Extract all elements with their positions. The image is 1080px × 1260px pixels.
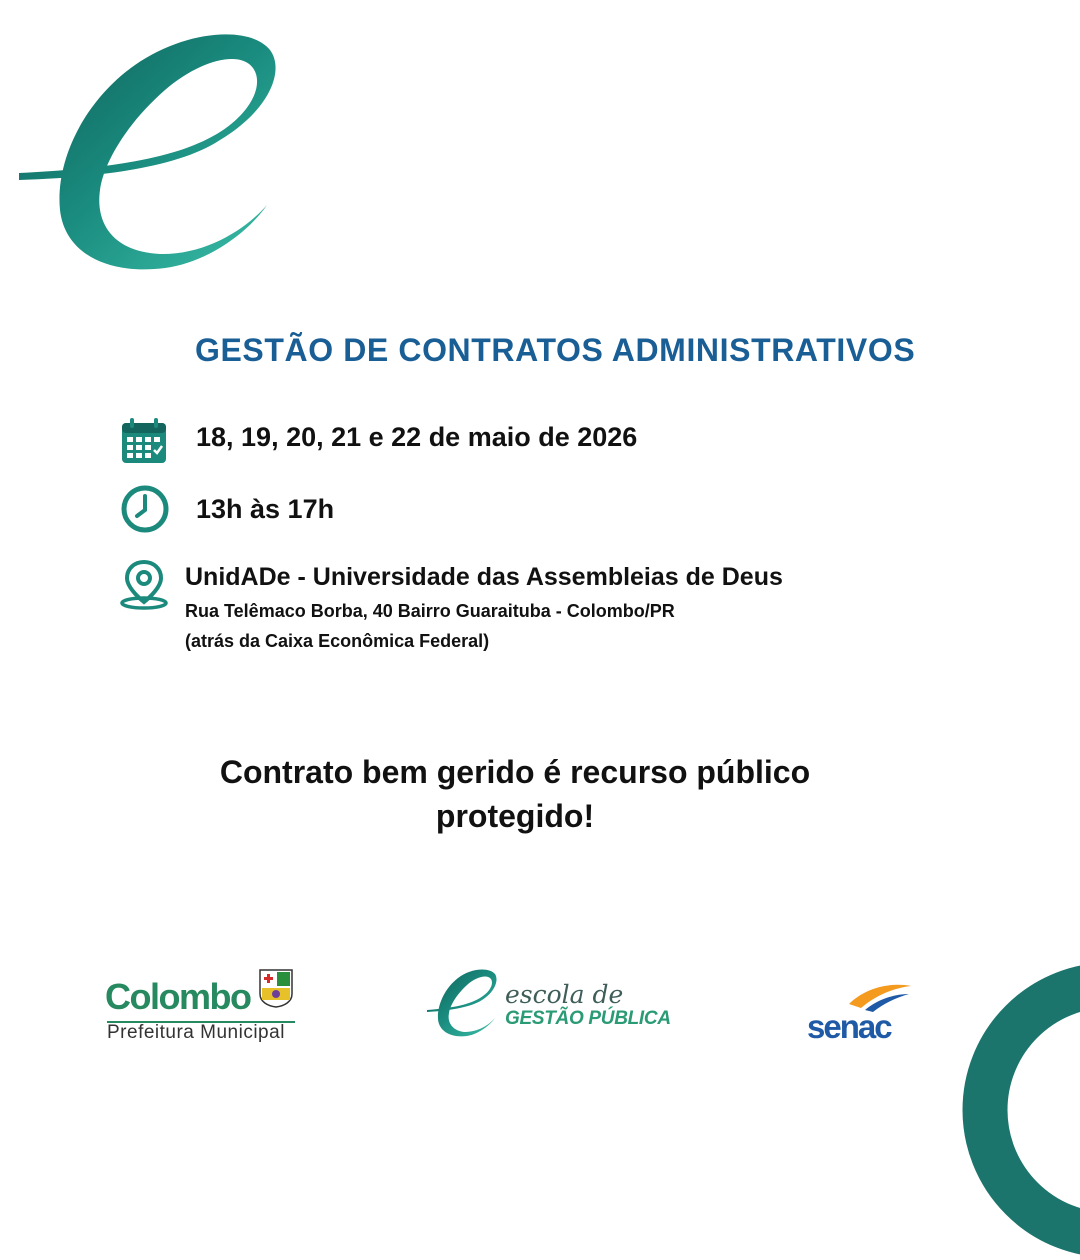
event-time: 13h às 17h [196,494,335,524]
escola-e-icon [425,968,503,1038]
venue-name: UnidADe - Universidade das Assembleias de Deus [185,563,783,591]
escola-gestao-publica-logo [425,968,685,1038]
decorative-ring [960,960,1080,1260]
location-pin-icon [118,558,170,610]
senac-logo [805,978,920,1048]
colombo-logo-subtitle: Prefeitura Municipal [107,1022,285,1043]
clock-icon [120,484,170,534]
event-date: 18, 19, 20, 21 e 22 de maio de 2026 [196,422,638,452]
venue-address: Rua Telêmaco Borba, 40 Bairro Guaraituba - Colombo/PR [185,601,675,621]
slogan-line-2: protegido! [435,798,595,834]
colombo-logo-name: Colombo [105,976,251,1017]
escola-logo-line-1: escola de [505,980,624,1009]
event-title: GESTÃO DE CONTRATOS ADMINISTRATIVOS [195,332,916,368]
slogan-line-1: Contrato bem gerido é recurso público [219,754,811,790]
escola-logo-line-2: GESTÃO PÚBLICA [505,1008,671,1029]
colombo-logo [105,966,305,1046]
slogan [0,750,1030,838]
venue-note: (atrás da Caixa Econômica Federal) [185,631,490,651]
escola-e-logo-mark [15,30,285,275]
senac-logo-name: senac [807,1008,891,1045]
colombo-shield-icon [258,968,294,1008]
calendar-icon [120,417,168,465]
